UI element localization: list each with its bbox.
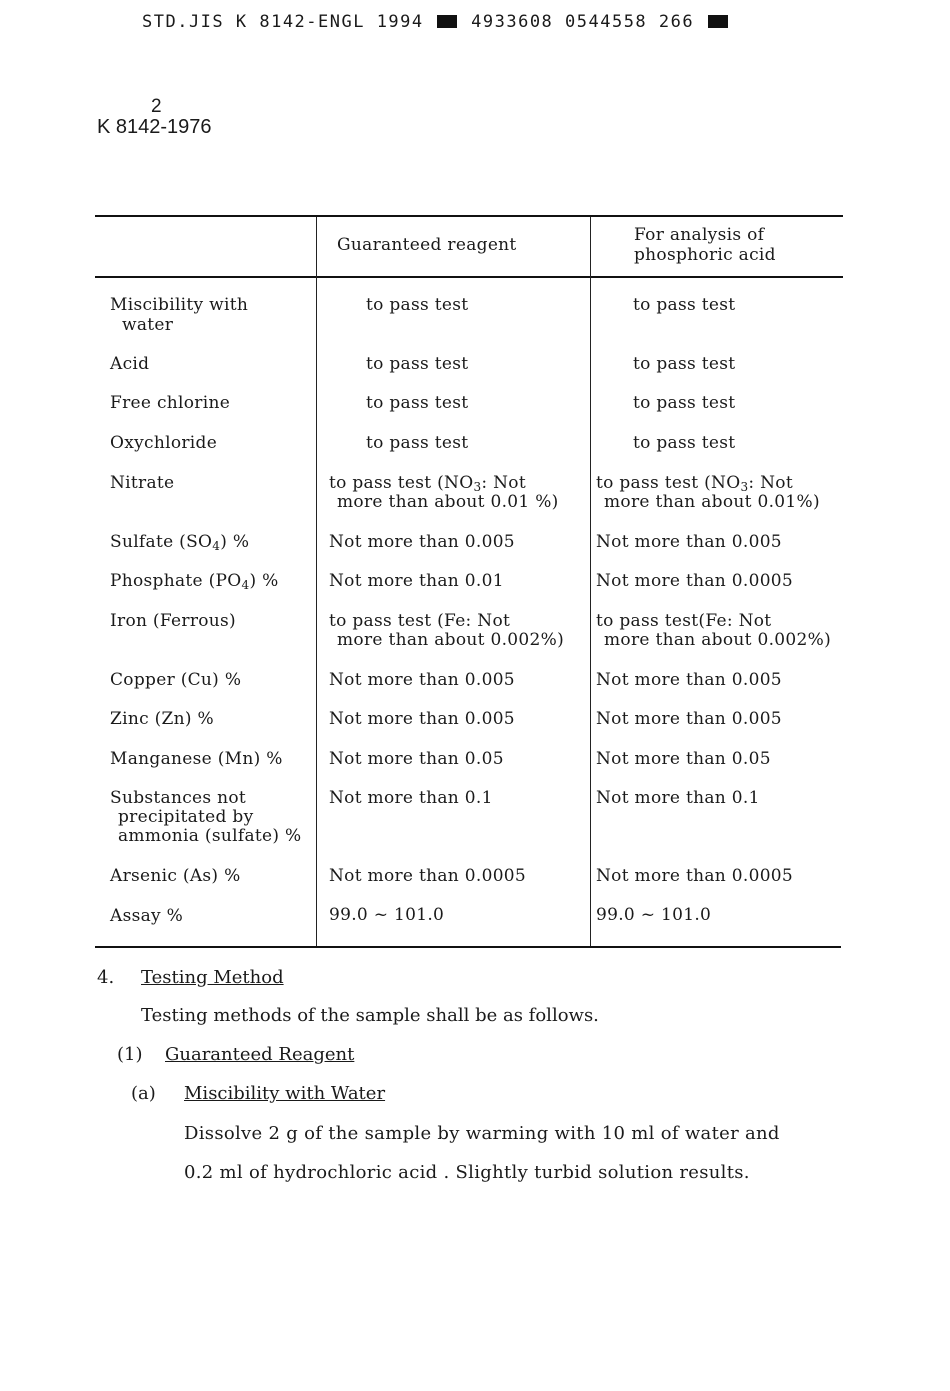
table-cell-gr: Not more than 0.005 <box>329 709 515 729</box>
table-cell-gr: Not more than 0.1 <box>329 788 493 808</box>
table-cell-pa: Not more than 0.0005 <box>596 571 794 591</box>
document-id: K 8142-1976 <box>97 116 212 138</box>
table-cell-gr: 99.0 ~ 101.0 <box>329 905 445 925</box>
table-cell-pa: to pass test <box>633 354 736 374</box>
table-cell-pa: to pass test(Fe: Not <box>596 611 772 631</box>
header-code-right: 4933608 0544558 266 <box>471 12 695 32</box>
table-cell-pa: Not more than 0.005 <box>596 670 782 690</box>
table-row-item: Manganese (Mn) % <box>110 749 283 769</box>
table-row-item: Acid <box>110 354 150 374</box>
column-header-phosphoric-line2: phosphoric acid <box>634 245 776 265</box>
document-header-code <box>142 12 730 32</box>
table-cell-gr: Not more than 0.005 <box>329 532 515 552</box>
table-row-item: Nitrate <box>110 473 175 493</box>
table-column-divider <box>316 217 317 946</box>
redaction-block <box>437 15 457 28</box>
table-cell-gr: Not more than 0.01 <box>329 571 504 591</box>
table-cell-gr: to pass test (Fe: Not <box>329 611 511 631</box>
column-header-guaranteed-reagent: Guaranteed reagent <box>337 235 517 255</box>
table-row-item: Substances not <box>110 788 247 808</box>
table-row-item: Copper (Cu) % <box>110 670 242 690</box>
subsection-number: (1) <box>117 1044 143 1065</box>
table-cell-gr: to pass test <box>366 433 469 453</box>
table-cell-pa: Not more than 0.0005 <box>596 866 794 886</box>
table-cell-pa: Not more than 0.1 <box>596 788 760 808</box>
table-cell-gr: to pass test <box>366 393 469 413</box>
table-cell-pa: to pass test ($NO_3$: Not <box>596 473 793 494</box>
table-row-item: precipitated by <box>118 807 254 827</box>
table-cell-pa: more than about 0.01%) <box>604 492 820 512</box>
table-row-item: Iron (Ferrous) <box>110 611 236 631</box>
header-code-left: STD.JIS K 8142-ENGL 1994 <box>142 12 424 32</box>
column-header-phosphoric-line1: For analysis of <box>634 225 765 245</box>
table-row-item: Zinc (Zn) % <box>110 709 215 729</box>
table-row-item: Free chlorine <box>110 393 231 413</box>
table-cell-pa: to pass test <box>633 295 736 315</box>
table-cell-pa: Not more than 0.005 <box>596 709 782 729</box>
table-row-item: Miscibility with <box>110 295 249 315</box>
table-cell-gr: to pass test <box>366 295 469 315</box>
section-intro: Testing methods of the sample shall be as follows. <box>141 1005 599 1026</box>
table-cell-pa: to pass test <box>633 433 736 453</box>
table-row-item: water <box>122 315 174 335</box>
subsection-title: Guaranteed Reagent <box>165 1044 355 1065</box>
table-cell-gr: more than about 0.002%) <box>337 630 565 650</box>
subsubsection-title: Miscibility with Water <box>184 1083 386 1104</box>
table-cell-pa: more than about 0.002%) <box>604 630 832 650</box>
section-number: 4. <box>97 967 115 988</box>
table-cell-pa: to pass test <box>633 393 736 413</box>
body-text-line: 0.2 ml of hydrochloric acid . Slightly turbid solution results. <box>184 1162 750 1183</box>
table-row-item: Arsenic (As) % <box>110 866 241 886</box>
redaction-block <box>708 15 728 28</box>
table-cell-gr: more than about 0.01 %) <box>337 492 559 512</box>
table-row-item: Sulfate $(SO_4)$ % <box>110 532 250 553</box>
body-text-line: Dissolve 2 g of the sample by warming with 10 ml of water and <box>184 1123 780 1144</box>
table-row-item: ammonia (sulfate) % <box>118 826 302 846</box>
table-cell-pa: Not more than 0.05 <box>596 749 771 769</box>
table-header-rule <box>95 276 843 278</box>
table-cell-gr: to pass test <box>366 354 469 374</box>
table-column-divider <box>590 217 591 946</box>
table-cell-pa: 99.0 ~ 101.0 <box>596 905 712 925</box>
table-cell-gr: Not more than 0.0005 <box>329 866 527 886</box>
table-top-rule <box>95 215 843 217</box>
table-row-item: Assay % <box>110 906 184 926</box>
table-cell-gr: Not more than 0.005 <box>329 670 515 690</box>
section-title: Testing Method <box>141 967 284 988</box>
page-number: 2 <box>151 96 162 117</box>
subsubsection-number: (a) <box>131 1083 156 1104</box>
table-cell-gr: Not more than 0.05 <box>329 749 504 769</box>
table-cell-gr: to pass test ($NO_3$: Not <box>329 473 526 494</box>
table-cell-pa: Not more than 0.005 <box>596 532 782 552</box>
table-row-item: Phosphate $(PO_4)$ % <box>110 571 279 592</box>
table-row-item: Oxychloride <box>110 433 218 453</box>
table-bottom-rule <box>95 946 841 948</box>
